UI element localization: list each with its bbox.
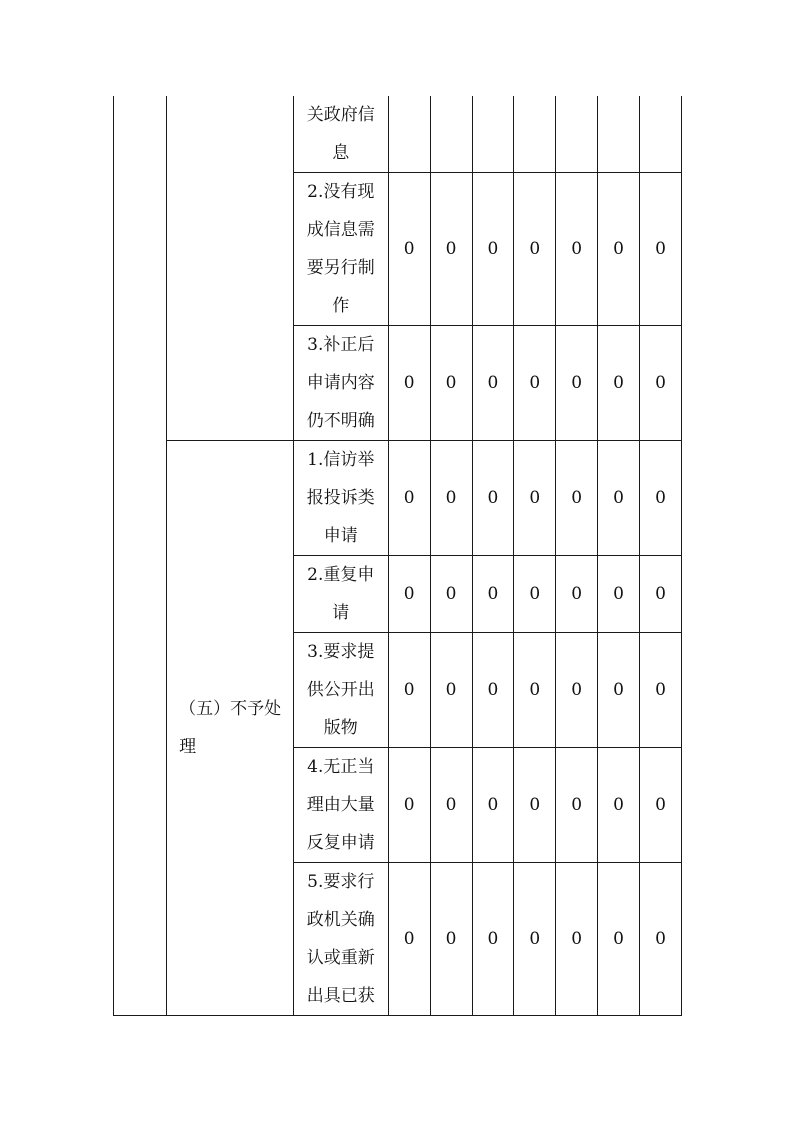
- value-cell: 0: [556, 556, 598, 633]
- value-cell: 0: [556, 441, 598, 556]
- sub-item-label: [293, 326, 388, 441]
- value-cell: 0: [388, 633, 430, 748]
- value-cell: 0: [388, 556, 430, 633]
- sub-item-line: 成信息需: [306, 220, 375, 240]
- value-cell: 0: [598, 556, 640, 633]
- value-cell: 0: [430, 633, 472, 748]
- value-cell: 0: [472, 556, 514, 633]
- value-cell: 0: [514, 863, 556, 1016]
- sub-item-label: [293, 863, 388, 1016]
- value-cell: 0: [430, 173, 472, 326]
- sub-item-line: 5.要求行: [307, 872, 375, 892]
- value-cell: 0: [598, 326, 640, 441]
- value-cell: 0: [514, 173, 556, 326]
- sub-item-line: 政机关确: [306, 910, 375, 930]
- value-cell: 0: [430, 441, 472, 556]
- table-row: [114, 96, 682, 173]
- value-cell: 0: [430, 748, 472, 863]
- sub-item-label: [293, 748, 388, 863]
- value-cell: 0: [514, 441, 556, 556]
- sub-item-line: 供公开出: [306, 680, 375, 700]
- value-cell: 0: [640, 326, 682, 441]
- value-cell: 0: [514, 326, 556, 441]
- table-row: [114, 441, 682, 556]
- value-cell: 0: [556, 326, 598, 441]
- value-cell: 0: [472, 173, 514, 326]
- value-cell: 0: [514, 748, 556, 863]
- value-cell: 0: [556, 748, 598, 863]
- sub-item-line: 反复申请: [306, 833, 375, 853]
- category-label-cell: [167, 441, 294, 1016]
- sub-item-line: 1.信访举: [307, 450, 375, 470]
- value-cell: 0: [640, 441, 682, 556]
- value-cell: 0: [472, 633, 514, 748]
- value-cell: 0: [388, 173, 430, 326]
- value-cell: 0: [640, 633, 682, 748]
- value-cell: 0: [514, 556, 556, 633]
- value-cell: 0: [640, 863, 682, 1016]
- value-cell: 0: [556, 173, 598, 326]
- sub-item-line: 2.没有现: [307, 182, 375, 202]
- value-cell: [556, 96, 598, 173]
- sub-item-line: 出具已获: [306, 986, 375, 1006]
- value-cell: 0: [472, 748, 514, 863]
- sub-item-line: 版物: [323, 718, 358, 738]
- value-cell: 0: [388, 441, 430, 556]
- value-cell: 0: [430, 326, 472, 441]
- sub-item-line: 要另行制: [306, 258, 375, 278]
- sub-item-label: [293, 96, 388, 173]
- sub-item-label: [293, 441, 388, 556]
- previous-category-cell: [167, 96, 294, 441]
- disclosure-statistics-table: [113, 96, 682, 1016]
- value-cell: 0: [430, 556, 472, 633]
- sub-item-label: [293, 556, 388, 633]
- sub-item-line: 请: [332, 603, 350, 623]
- sub-item-line: 作: [332, 296, 350, 316]
- value-cell: [598, 96, 640, 173]
- sub-item-line: 2.重复申: [307, 565, 375, 585]
- sub-item-label: [293, 173, 388, 326]
- value-cell: 0: [640, 556, 682, 633]
- sub-item-line: 关政府信: [306, 105, 375, 125]
- sub-item-line: 报投诉类: [306, 488, 375, 508]
- value-cell: 0: [388, 748, 430, 863]
- sub-item-line: 理由大量: [306, 795, 375, 815]
- value-cell: 0: [598, 441, 640, 556]
- category-label-line: 理: [179, 737, 197, 757]
- sub-item-line: 申请内容: [306, 373, 375, 393]
- value-cell: 0: [388, 326, 430, 441]
- value-cell: 0: [598, 633, 640, 748]
- outer-empty-cell: [114, 96, 167, 1016]
- sub-item-line: 3.要求提: [307, 642, 375, 662]
- sub-item-line: 认或重新: [306, 948, 375, 968]
- value-cell: 0: [598, 748, 640, 863]
- value-cell: 0: [430, 863, 472, 1016]
- value-cell: 0: [598, 173, 640, 326]
- sub-item-line: 仍不明确: [306, 411, 375, 431]
- value-cell: [640, 96, 682, 173]
- value-cell: [472, 96, 514, 173]
- value-cell: 0: [556, 633, 598, 748]
- value-cell: 0: [472, 863, 514, 1016]
- category-label-line: （五）不予处: [179, 699, 282, 719]
- sub-item-line: 申请: [323, 526, 358, 546]
- value-cell: 0: [472, 441, 514, 556]
- value-cell: [514, 96, 556, 173]
- value-cell: [388, 96, 430, 173]
- sub-item-line: 3.补正后: [307, 335, 375, 355]
- value-cell: 0: [640, 748, 682, 863]
- sub-item-label: [293, 633, 388, 748]
- value-cell: 0: [472, 326, 514, 441]
- value-cell: 0: [640, 173, 682, 326]
- sub-item-line: 息: [332, 143, 350, 163]
- value-cell: 0: [514, 633, 556, 748]
- sub-item-line: 4.无正当: [307, 757, 375, 777]
- value-cell: 0: [388, 863, 430, 1016]
- value-cell: 0: [598, 863, 640, 1016]
- value-cell: 0: [556, 863, 598, 1016]
- value-cell: [430, 96, 472, 173]
